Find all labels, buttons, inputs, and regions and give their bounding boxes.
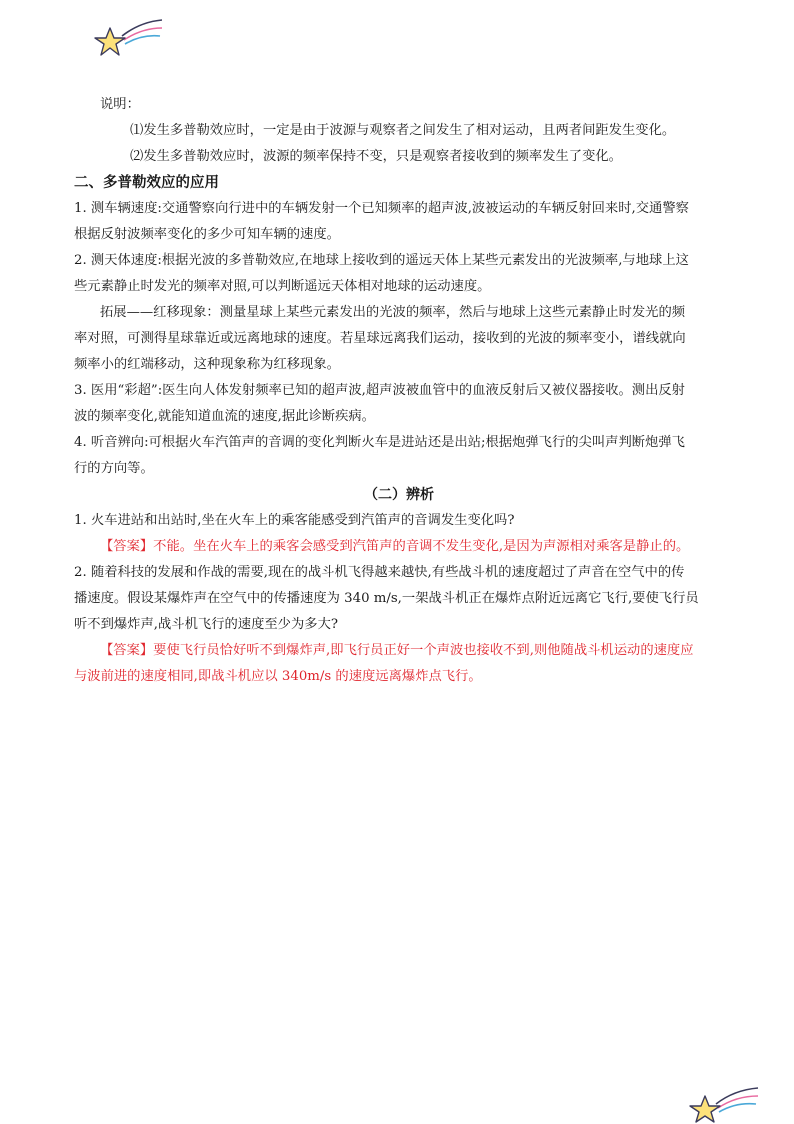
intro-point: ⑵发生多普勒效应时，波源的频率保持不变，只是观察者接收到的频率发生了变化。 <box>130 149 622 164</box>
list-item: 3. 医用“彩超”:医生向人体发射频率已知的超声波,超声波被血管中的血液反射后又被仪器接收。测出反射 <box>74 383 685 398</box>
section-heading: 二、多普勒效应的应用 <box>74 175 219 191</box>
document-body <box>74 92 724 690</box>
question: 2. 随着科技的发展和作战的需要,现在的战斗机飞得越来越快,有些战斗机的速度超过了声音在空气中的传 <box>74 565 685 580</box>
extension-paragraph: 频率小的红端移动，这种现象称为红移现象。 <box>74 357 340 372</box>
shooting-star-icon <box>92 14 164 58</box>
list-item: 波的频率变化,就能知道血流的速度,据此诊断疾病。 <box>74 409 375 424</box>
intro-point: ⑴发生多普勒效应时，一定是由于波源与观察者之间发生了相对运动，且两者间距发生变化。 <box>130 123 676 138</box>
answer: 【答案】不能。坐在火车上的乘客会感受到汽笛声的音调不发生变化,是因为声源相对乘客是静止的。 <box>100 539 690 554</box>
list-item: 1. 测车辆速度:交通警察向行进中的车辆发射一个已知频率的超声波,波被运动的车辆反射回来时,交通警察 <box>74 201 689 216</box>
list-item: 根据反射波频率变化的多少可知车辆的速度。 <box>74 227 340 242</box>
question: 播速度。假设某爆炸声在空气中的传播速度为 340 m/s,一架战斗机正在爆炸点附近远离它飞行,要使飞行员 <box>74 591 699 606</box>
list-item: 4. 听音辨向:可根据火车汽笛声的音调的变化判断火车是进站还是出站;根据炮弹飞行的尖叫声判断炮弹飞 <box>74 435 685 450</box>
extension-paragraph: 拓展——红移现象：测量星球上某些元素发出的光波的频率，然后与地球上这些元素静止时发光的频 <box>100 305 686 320</box>
list-item: 2. 测天体速度:根据光波的多普勒效应,在地球上接收到的遥远天体上某些元素发出的光波频率,与地球上这 <box>74 253 689 268</box>
list-item: 行的方向等。 <box>74 461 154 476</box>
answer: 与波前进的速度相同,即战斗机应以 340m/s 的速度远离爆炸点飞行。 <box>74 669 482 684</box>
answer: 【答案】要使飞行员恰好听不到爆炸声,即飞行员正好一个声波也接收不到,则他随战斗机运动的速度应 <box>100 643 694 658</box>
question: 听不到爆炸声,战斗机飞行的速度至少为多大? <box>74 617 338 632</box>
extension-paragraph: 率对照，可测得星球靠近或远离地球的速度。若星球远离我们运动，接收到的光波的频率变小，谱线就向 <box>74 331 686 346</box>
list-item: 些元素静止时发光的频率对照,可以判断遥远天体相对地球的运动速度。 <box>74 279 491 294</box>
question: 1. 火车进站和出站时,坐在火车上的乘客能感受到汽笛声的音调发生变化吗? <box>74 513 515 528</box>
intro-label: 说明： <box>100 97 140 112</box>
analysis-heading: （二）辨析 <box>364 487 434 503</box>
shooting-star-icon <box>688 1084 760 1124</box>
